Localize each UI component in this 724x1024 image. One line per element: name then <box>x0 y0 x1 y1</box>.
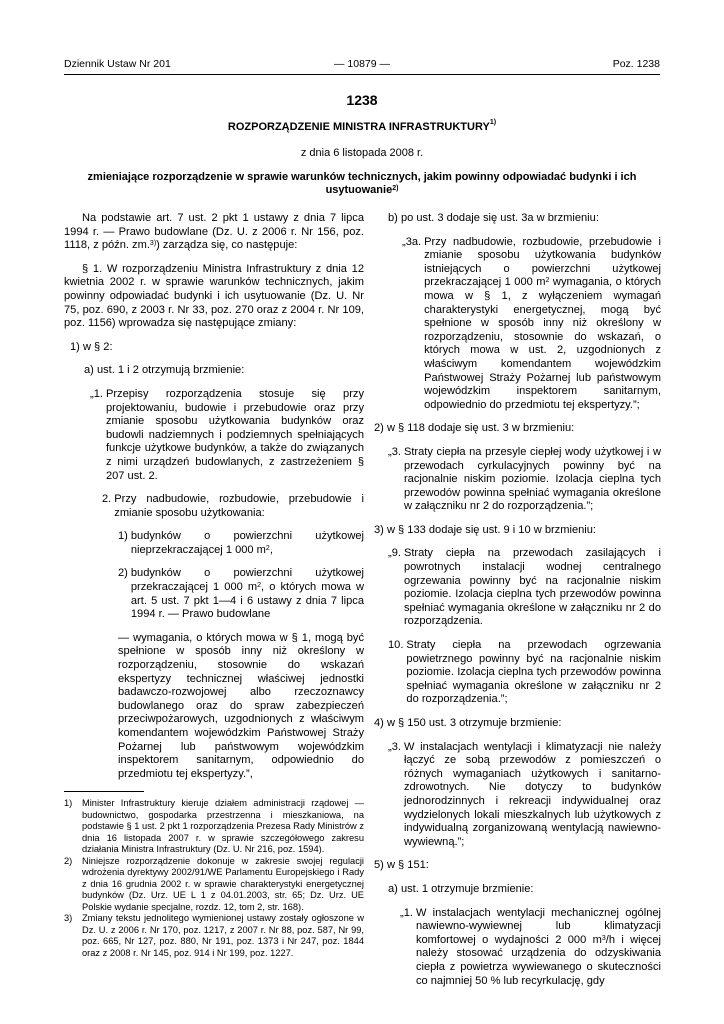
footnote-3: 3) Zmiany tekstu jednolitego wymienionej ustawy zostały ogłoszone w Dz. U. z 2006 r. Nr 170, poz. 1217, z 2007 r. Nr 88, poz. 587, Nr 99, poz. 665, Nr 127, poz. 880, Nr 191, poz. 1373 i Nr 247, poz. 1844 oraz z 2008 r. Nr 145, poz. 914 i Nr 199, poz. 1227. <box>64 913 364 958</box>
subtitle-footnote-ref[interactable]: 2) <box>392 185 399 192</box>
quoted-para-150-3: „3. W instalacjach wentylacji i klimatyzacji nie należy łączyć ze sobą przewodów z pomieszczeń o różnych wymaganiach użytkowych i sanitarno-zdrowotnych. Nie dotyczy to budynków jednorodzinnych i rekreacji indywidualnej oraz wydzielonych lokali mieszkalnych lub użytkowych z indywidualną zorganizowaną wentylacją nawiewno-wywiewną.”; <box>388 740 661 848</box>
point-2: 2) w § 118 dodaje się ust. 3 w brzmieniu: <box>374 422 575 435</box>
act-title: ROZPORZĄDZENIE MINISTRA INFRASTRUKTURY$^{1)}$ <box>227 119 497 133</box>
left-column <box>64 212 364 959</box>
title-footnote-ref[interactable]: 1) <box>489 119 497 126</box>
point-1-letter-a: a) ust. 1 i 2 otrzymują brzmienie: <box>84 364 245 377</box>
position-number: Poz. 1238 <box>612 58 660 70</box>
quoted-para-3a: „3a. Przy nadbudowie, rozbudowie, przebudowie i zmianie sposobu użytkowania budynków istniejących o powierzchni użytkowej przekraczającej 1 000 $m^2$ wymagania, o których mowa w § 1, z wyłączeniem wymagań charakterystyki energetycznej, mogą być spełnione w sposób inny niż określony w rozporządzeniu, stosownie do wskazań, o których mowa w ust. 2, uzgodnionych z właściwym komendantem wojewódzkim Państwowej Straży Pożarnej lub państwowym wojewódzkim inspektorem sanitarnym, odpowiednio do przedmiotu tej ekspertyzy.”; <box>402 235 661 411</box>
quoted-para-2: 2. Przy nadbudowie, rozbudowie, przebudowie i zmianie sposobu użytkowania: <box>102 493 364 519</box>
footnote-1: 1) Minister Infrastruktury kieruje działem administracji rządowej — budownictwo, gospodarka przestrzenna i mieszkaniowa, na podstawie § 1 ust. 2 pkt 1 rozporządzenia Prezesa Rady Ministrów z dnia 16 listopada 2007 r. w sprawie szczegółowego zakresu działania Ministra Infrastruktury (Dz. U. Nr 216, poz. 1594). <box>64 798 364 855</box>
footnote-rule <box>64 791 144 792</box>
header-rule <box>64 74 660 75</box>
point-5-letter-a: a) ust. 1 otrzymuje brzmienie: <box>388 882 534 895</box>
section-1: § 1. W rozporządzeniu Ministra Infrastruktury z dnia 12 kwietnia 2002 r. w sprawie warunków technicznych, jakim powinny odpowiadać budynki i ich usytuowanie (Dz. U. Nr 75, poz. 690, z 2003 r. Nr 33, poz. 270 oraz z 2004 r. Nr 109, poz. 1156) wprowadza się następujące zmiany: <box>64 262 364 330</box>
quoted-para-151-1: „1. W instalacjach wentylacji mechanicznej ogólnej nawiewno-wywiewnej lub klimatyzacji komfortowej o wydajności 2 000 $m^3/h$ i więcej należy stosować urządzenia do odzyskiwania ciepła z powietrza wywiewanego o skuteczności co najmniej 50 % lub recyrkulację, gdy <box>400 906 661 987</box>
quoted-para-1: „1. Przepisy rozporządzenia stosuje się przy projektowaniu, budowie i przebudowie oraz przy zmianie sposobu użytkowania budynków oraz budowli nadziemnych i podziemnych spełniających funkcje użytkowe budynków, a także do związanych z nimi urządzeń budowlanych, z zastrzeżeniem § 207 ust. 2. <box>90 387 364 482</box>
point-4: 4) w § 150 ust. 3 otrzymuje brzmienie: <box>374 717 562 729</box>
quoted-item-2: 2) budynków o powierzchni użytkowej przekraczającej 1 000 $m^2$, o których mowa w art. 5 ust. 7 pkt 1—4 i 6 ustawy z dnia 7 lipca 1994 r. — Prawo budowlane <box>118 567 364 621</box>
point-3: 3) w § 133 dodaje się ust. 9 i 10 w brzmieniu: <box>374 523 596 536</box>
intro-footnote-ref[interactable]: 3) <box>149 240 157 248</box>
right-column <box>374 212 661 988</box>
quoted-para-133-9: „9. Straty ciepła na przewodach zasilających i powrotnych instalacji wodnej centralnego ogrzewania powinny być na racjonalnie niskim poziomie. Izolacja cieplna tych przewodów powinna spełniać wymagania określone w załączniku nr 2 do rozporządzenia. <box>388 547 661 628</box>
point-5: 5) w § 151: <box>374 859 429 872</box>
point-1: 1) w § 2: <box>70 340 113 353</box>
footnote-2: 2) Niniejsze rozporządzenie dokonuje w zakresie swojej regulacji wdrożenia dyrektywy 2002/91/WE Parlamentu Europejskiego i Rady z dnia 16 grudnia 2002 r. w sprawie charakterystyki energetycznej budynków (Dz. Urz. UE L 1 z 04.01.2003, str. 65; Dz. Urz. UE Polskie wydanie specjalne, rozdz. 12, tom 2, str. 168). <box>64 855 364 912</box>
point-1-letter-b: b) po ust. 3 dodaje się ust. 3a w brzmieniu: <box>388 212 599 224</box>
journal-name: Dziennik Ustaw Nr 201 <box>64 58 171 70</box>
page-number: — 10879 — <box>333 58 391 70</box>
act-number: 1238 <box>346 92 378 108</box>
legal-basis: Na podstawie art. 7 ust. 2 pkt 1 ustawy z dnia 7 lipca 1994 r. — Prawo budowlane (Dz. U. z 2006 r. Nr 156, poz. 1118, z późn. zm.$^{3)}$) zarządza się, co następuje: <box>64 212 364 252</box>
act-date: z dnia 6 listopada 2008 r. <box>300 147 424 159</box>
quoted-para-133-10: 10. Straty ciepła na przewodach ogrzewania powietrznego powinny być na racjonalnie niskim poziomie. Izolacja cieplna tych przewodów powinna spełniać wymagania określone w załączniku nr 2 do rozporządzenia.”; <box>388 639 661 706</box>
quoted-tail: — wymagania, o których mowa w § 1, mogą być spełnione w sposób inny niż określony w rozporządzeniu, stosownie do wskazań ekspertyzy technicznej właściwej jednostki badawczo-rozwojowej albo rzeczoznawcy budowlanego oraz do spraw zabezpieczeń przeciwpożarowych, uzgodnionych z właściwym komendantem wojewódzkim Państwowej Straży Pożarnej lub państwowym wojewódzkim inspektorem sanitarnym, odpowiednio do przedmiotu tej ekspertyzy.”, <box>118 631 364 780</box>
act-subtitle: zmieniające rozporządzenie w sprawie warunków technicznych, jakim powinny odpowiadać budynki i ich usytuowanie$^{2)}$ <box>87 171 637 196</box>
quoted-item-1: 1) budynków o powierzchni użytkowej nieprzekraczającej 1 000 $m^2$, <box>118 530 364 556</box>
quoted-para-118-3: „3. Straty ciepła na przesyle ciepłej wody użytkowej i w przewodach cyrkulacyjnych powinny być na racjonalnie niskim poziomie. Izolacja cieplna tych przewodów powinna spełniać wymagania określone w załączniku nr 2 do rozporządzenia.”; <box>388 445 661 513</box>
